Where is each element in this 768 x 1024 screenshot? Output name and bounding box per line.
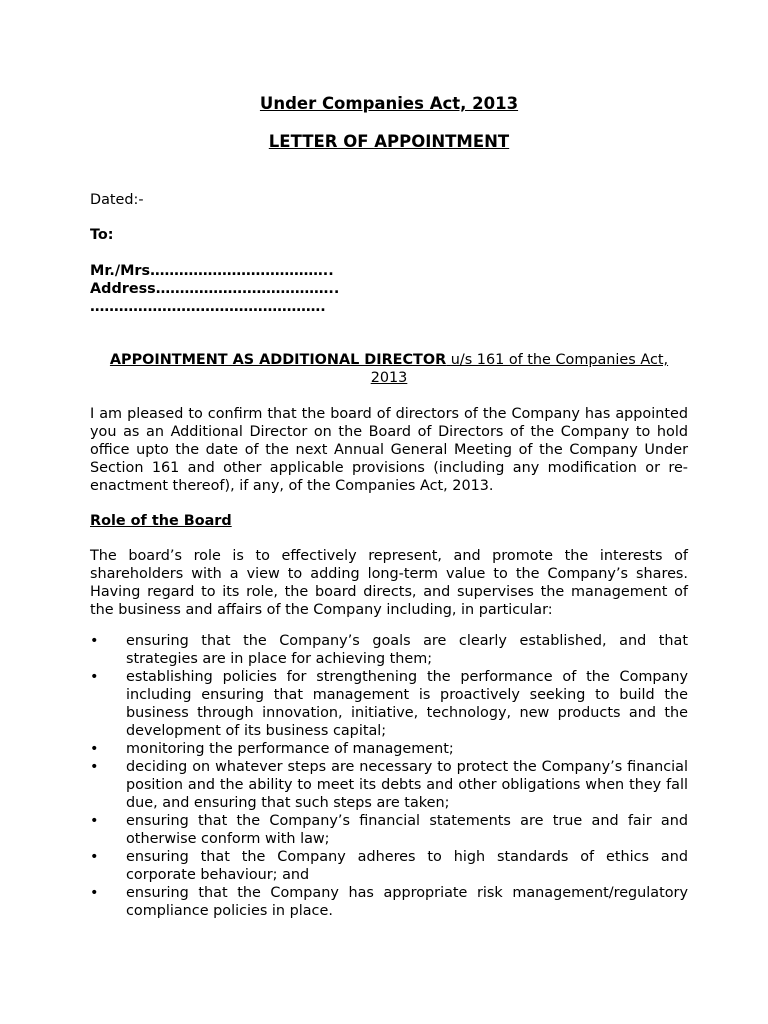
- letter-title: LETTER OF APPOINTMENT: [268, 132, 510, 151]
- list-item: [90, 812, 688, 848]
- subject-rest: u/s 161 of the Companies Act, 2013: [370, 352, 669, 386]
- bullet-icon: •: [90, 633, 99, 649]
- addressee-address-line-2: ………………………………………….: [90, 299, 326, 315]
- list-item-text: establishing policies for strengthening the performance of the Company including ensuring that management is proactively seeking to build the business through innovation, initiative, technology, new products and the development of its business capital;: [126, 669, 688, 739]
- addressee-address-line: Address………………………………..: [90, 281, 340, 297]
- list-item: [90, 848, 688, 884]
- bullet-icon: •: [90, 669, 99, 685]
- list-item: [90, 632, 688, 668]
- list-item-text: ensuring that the Company has appropriate risk management/regulatory compliance policies in place.: [126, 885, 688, 919]
- list-item-text: ensuring that the Company’s goals are clearly established, and that strategies are in place for achieving them;: [126, 633, 688, 667]
- subject-line: [90, 351, 688, 387]
- list-item: [90, 668, 688, 740]
- dated-label: Dated:-: [90, 192, 144, 208]
- subject-bold: APPOINTMENT AS ADDITIONAL DIRECTOR: [109, 352, 447, 368]
- to-label: To:: [90, 227, 114, 243]
- list-item-text: deciding on whatever steps are necessary to protect the Company’s financial position and the ability to meet its debts and other obligations when they fall due, and ensuring that such steps are taken;: [126, 759, 688, 811]
- role-paragraph: The board’s role is to effectively represent, and promote the interests of shareholders with a view to adding long-term value to the Company’s shares. Having regard to its role, the board directs, and supervises the management of the business and affairs of the Company including, in particular:: [90, 548, 688, 618]
- list-item: [90, 758, 688, 812]
- bullet-icon: •: [90, 849, 99, 865]
- list-item-text: ensuring that the Company’s financial statements are true and fair and otherwise conform with law;: [126, 813, 688, 847]
- list-item: [90, 884, 688, 920]
- list-item-text: monitoring the performance of management;: [126, 741, 454, 757]
- addressee-name-line: Mr./Mrs………………………………..: [90, 263, 334, 279]
- bullet-icon: •: [90, 759, 99, 775]
- act-title: Under Companies Act, 2013: [259, 94, 519, 113]
- bullet-icon: •: [90, 813, 99, 829]
- role-bullet-list: [90, 632, 688, 920]
- appointment-paragraph: I am pleased to confirm that the board of directors of the Company has appointed you as an Additional Director on the Board of Directors of the Company to hold office upto the date of the next Annual General Meeting of the Company Under Section 161 and other applicable provisions (including any modification or re-enactment thereof), if any, of the Companies Act, 2013.: [90, 406, 688, 494]
- bullet-icon: •: [90, 885, 99, 901]
- bullet-icon: •: [90, 741, 99, 757]
- list-item: [90, 740, 688, 758]
- role-heading: Role of the Board: [90, 513, 232, 529]
- list-item-text: ensuring that the Company adheres to high standards of ethics and corporate behaviour; and: [126, 849, 688, 883]
